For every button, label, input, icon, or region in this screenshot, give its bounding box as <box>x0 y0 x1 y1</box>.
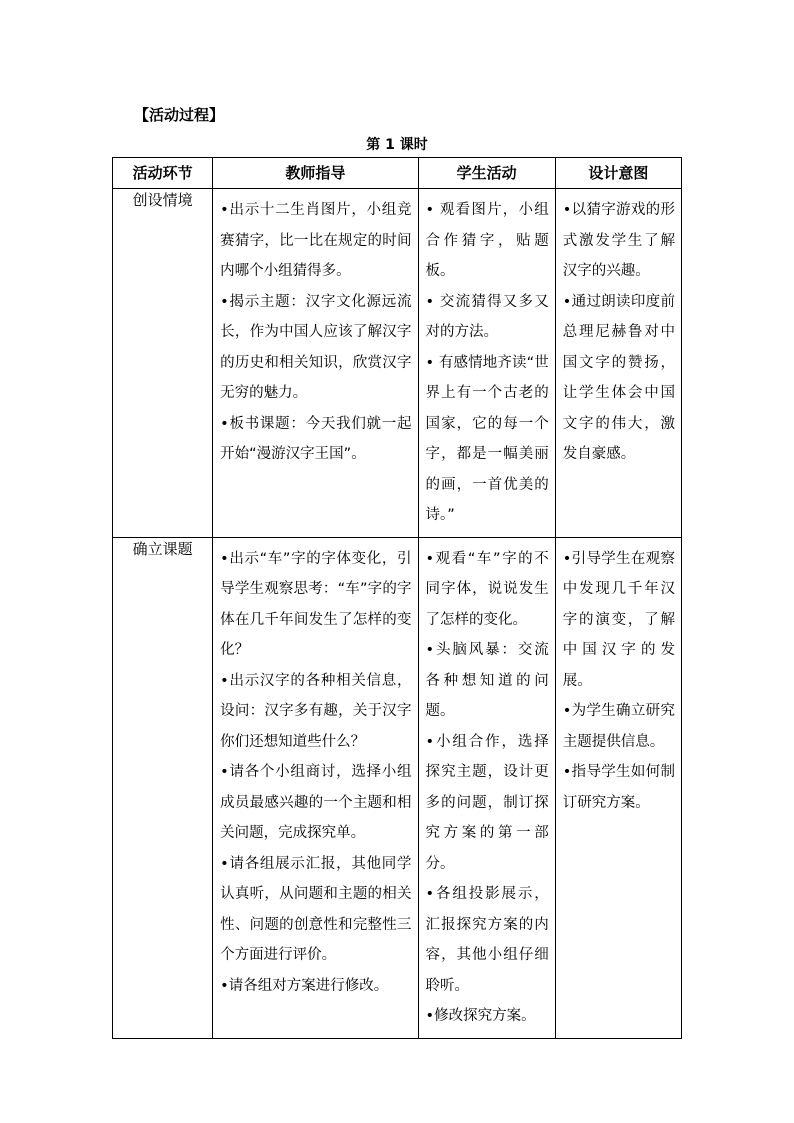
teacher-cell <box>213 537 418 1038</box>
student-cell <box>418 537 555 1038</box>
teacher-item: •请各组展示汇报，其他同学认真听，从问题和主题的相关性、问题的创意性和完整性三个方面进行评价。 <box>220 855 412 963</box>
header-intent: 设计意图 <box>555 158 681 189</box>
intent-cell <box>555 537 681 1038</box>
student-item: •小组合作，选择探究主题，设计更多的问题，制订探究方案的第一部分。 <box>425 733 549 872</box>
table-header-row <box>113 158 682 189</box>
student-item: •修改探究方案。 <box>425 1008 536 1024</box>
student-item: •头脑风暴：交流各种想知道的问题。 <box>425 642 549 719</box>
student-item: • 观看图片，小组合作猜字，贴题板。 <box>425 202 549 279</box>
header-stage: 活动环节 <box>113 158 213 189</box>
teacher-item: •请各组对方案进行修改。 <box>220 977 389 994</box>
teacher-cell <box>213 189 418 538</box>
table-row <box>113 189 682 538</box>
intent-item: •通过朗读印度前总理尼赫鲁对中国文字的赞扬，让学生体会中国文字的伟大，激发自豪感。 <box>562 293 675 462</box>
intent-cell <box>555 189 681 538</box>
student-cell <box>418 189 555 538</box>
header-student: 学生活动 <box>418 158 555 189</box>
intent-item: •引导学生在观察中发现几千年汉字的演变，了解中国汉字的发展。 <box>562 550 675 689</box>
teacher-item: •请各个小组商讨，选择小组成员最感兴趣的一个主题和相关问题，完成探究单。 <box>220 764 412 841</box>
section-heading: 【活动过程】 <box>134 106 225 124</box>
teacher-item: •出示“车”字的字体变化，引导学生观察思考：“车”字的字体在几千年间发生了怎样的变化？ <box>220 550 412 658</box>
intent-item: •指导学生如何制订研究方案。 <box>562 764 675 811</box>
activity-table <box>112 157 682 1039</box>
lesson-title: 第 1 课时 <box>366 137 428 153</box>
teacher-item: •出示十二生肖图片，小组竞赛猜字，比一比在规定的时间内哪个小组猜得多。 <box>220 202 412 279</box>
header-teacher: 教师指导 <box>213 158 418 189</box>
intent-item: •以猜字游戏的形式激发学生了解汉字的兴趣。 <box>562 202 675 279</box>
student-item: •各组投影展示，汇报探究方案的内容，其他小组仔细聆听。 <box>425 886 549 994</box>
intent-item: •为学生确立研究主题提供信息。 <box>562 703 675 750</box>
table-row <box>113 537 682 1038</box>
student-item: • 有感情地齐读“世界上有一个古老的国家，它的每一个字，都是一幅美丽的画，一首优美的诗。” <box>425 354 549 523</box>
teacher-item: •出示汉字的各种相关信息，设问：汉字多有趣，关于汉字你们还想知道些什么？ <box>220 672 412 750</box>
teacher-item: •揭示主题：汉字文化源远流长，作为中国人应该了解汉字的历史和相关知识，欣赏汉字无穷的魅力。 <box>220 293 412 401</box>
student-item: •观看“车”字的不同字体，说说发生了怎样的变化。 <box>425 550 549 628</box>
stage-cell: 创设情境 <box>113 189 213 538</box>
stage-cell: 确立课题 <box>113 537 213 1038</box>
student-item: • 交流猜得又多又对的方法。 <box>425 293 549 340</box>
teacher-item: •板书课题：今天我们就一起开始“漫游汉字王国”。 <box>220 415 412 462</box>
